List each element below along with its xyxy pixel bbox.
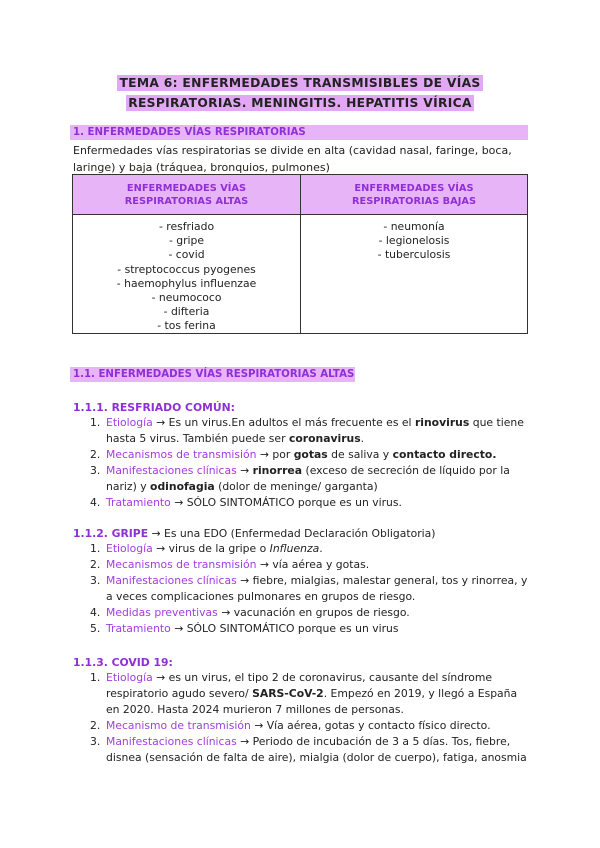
gripe-list [73,541,528,637]
heading-covid: 1.1.3. COVID 19: [73,656,173,669]
list-item: - covid [168,248,205,262]
list-item: 3. Manifestaciones clínicas → fiebre, mialgias, malestar general, tos y rinorrea, y a veces complicaciones pulmonares en grupos de riesgo. [90,574,528,603]
section-heading-1: 1. ENFERMEDADES VÍAS RESPIRATORIAS [70,125,528,140]
list-item: - difteria [163,305,210,319]
list-item: - resfriado [158,220,215,233]
table-header-upper: ENFERMEDADES VÍAS RESPIRATORIAS ALTAS [73,175,300,215]
covid-list [73,670,528,766]
list-item: - legionelosis [378,234,450,248]
list-item: 1. Etiología → es un virus, el tipo 2 de coronavirus, causante del síndrome respiratorio agudo severo/ SARS-CoV-2. Empezó en 2019, y llegó a España en 2020. Hasta 2024 murieron 7 millones de personas. [90,671,518,716]
heading-resfriado: 1.1.1. RESFRIADO COMÚN: [73,401,235,414]
upper-diseases-list [73,220,300,334]
list-item: 3. Manifestaciones clínicas → Periodo de incubación de 3 a 5 días. Tos, fiebre, disnea (sensación de falta de aire), mialgia (dolor de cuerpo), fatiga, anosmia [90,735,527,764]
list-item: 2. Mecanismos de transmisión → vía aérea y gotas. [90,558,370,571]
list-item: - gripe [168,234,205,248]
section-heading-1-1: 1.1. ENFERMEDADES VÍAS RESPIRATORIAS ALTAS [70,367,355,382]
page-title-line-2: RESPIRATORIAS. MENINGITIS. HEPATITIS VÍRICA [128,96,472,110]
respiratory-diseases-table [72,174,528,334]
list-item: - neumonía [383,220,445,233]
list-item: - tos ferina [157,319,216,333]
list-item: 1. Etiología → Es un virus.En adultos el más frecuente es el rinovirus que tiene hasta 5 virus. También puede ser coronavirus. [90,416,524,445]
list-item: - haemophylus influenzae [116,276,257,290]
list-item: 3. Manifestaciones clínicas → rinorrea (exceso de secreción de líquido por la nariz) y odinofagia (dolor de meninge/ garganta) [90,464,510,493]
list-item: 5. Tratamiento → SÓLO SINTOMÁTICO porque es un virus [90,622,399,635]
list-item: 2. Mecanismo de transmisión → Vía aérea, gotas y contacto físico directo. [90,719,491,732]
list-item: - streptococcus pyogenes [117,262,256,276]
list-item: 4. Tratamiento → SÓLO SINTOMÁTICO porque es un virus. [90,496,402,509]
list-item: - tuberculosis [377,248,451,262]
list-item: 1. Etiología → virus de la gripe o Influenza. [90,542,323,555]
table-header-lower: ENFERMEDADES VÍAS RESPIRATORIAS BAJAS [301,175,527,215]
page-title-line-1: TEMA 6: ENFERMEDADES TRANSMISIBLES DE VÍAS [119,76,481,90]
lower-diseases-list [301,220,527,263]
list-item: 2. Mecanismos de transmisión → por gotas de saliva y contacto directo. [90,448,497,461]
list-item: - neumococo [151,291,222,305]
section-1-intro: Enfermedades vías respiratorias se divide en alta (cavidad nasal, faringe, boca, laringe) y baja (tráquea, bronquios, pulmones) [73,144,512,174]
heading-gripe: 1.1.2. GRIPE → Es una EDO (Enfermedad Declaración Obligatoria) [73,527,436,540]
list-item: 4. Medidas preventivas → vacunación en grupos de riesgo. [90,606,410,619]
resfriado-list [73,415,528,511]
